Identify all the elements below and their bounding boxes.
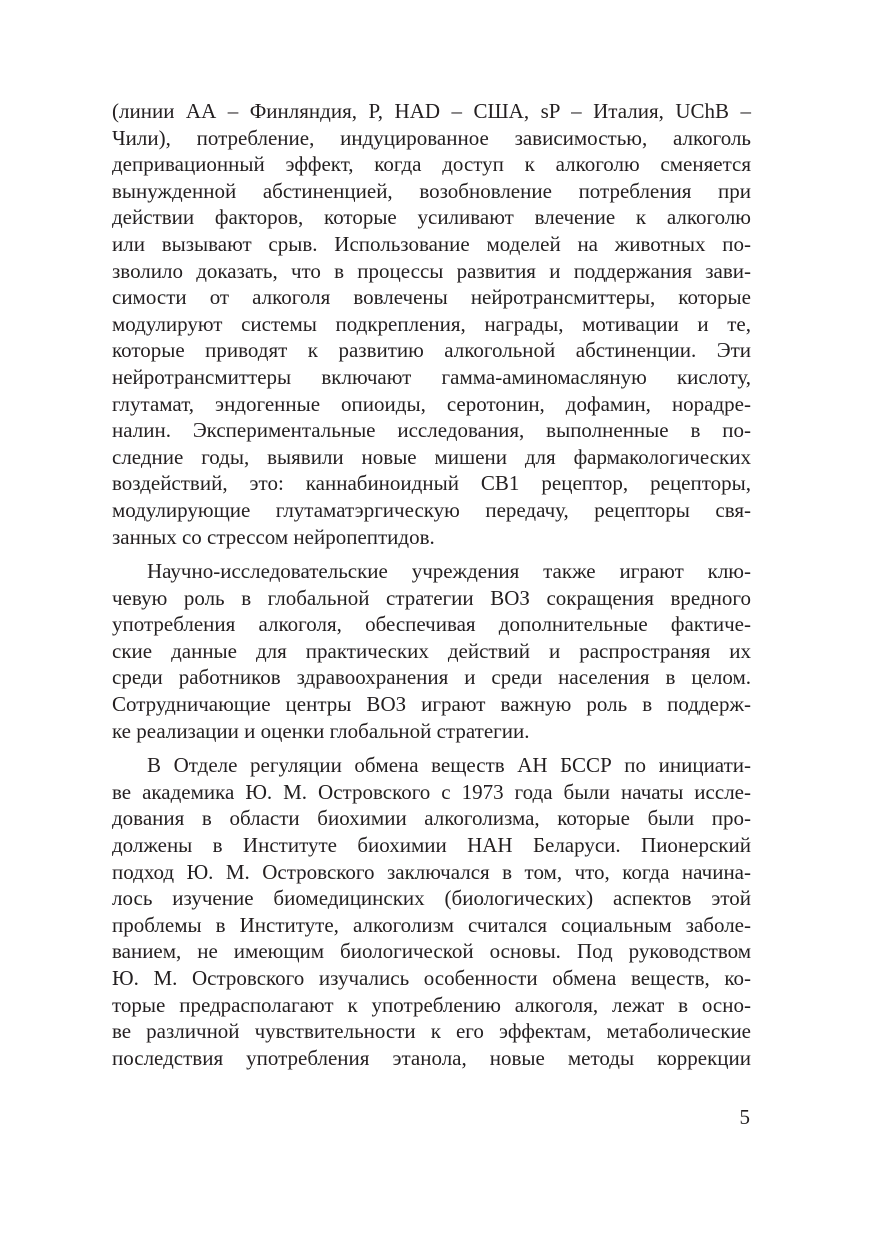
text-line: чевую роль в глобальной стратегии ВОЗ сокращения вредного <box>112 585 751 610</box>
text-line: проблемы в Институте, алкоголизм считался социальным заболе- <box>112 912 751 937</box>
body-text <box>112 98 751 1071</box>
text-line: следние годы, выявили новые мишени для фармакологических <box>112 444 751 469</box>
text-line: занных со стрессом нейропептидов. <box>112 524 435 549</box>
text-line: глутамат, эндогенные опиоиды, серотонин, дофамин, норадре- <box>112 391 751 416</box>
text-line: Сотрудничающие центры ВОЗ играют важную роль в поддерж- <box>112 692 751 717</box>
text-line: В Отделе регуляции обмена веществ АН БССР по инициати- <box>147 753 751 778</box>
text-line: нейротрансмиттеры включают гамма-аминомасляную кислоту, <box>112 364 751 389</box>
text-line: среди работников здравоохранения и среди населения в целом. <box>112 665 751 690</box>
text-line: которые приводят к развитию алкогольной абстиненции. Эти <box>112 338 751 363</box>
text-line: действии факторов, которые усиливают влечение к алкоголю <box>112 205 751 230</box>
text-line: модулирующие глутаматэргическую передачу, рецепторы свя- <box>112 497 751 522</box>
text-line: ские данные для практических действий и распространяя их <box>112 638 751 663</box>
paragraph <box>112 558 751 744</box>
text-line: вынужденной абстиненцией, возобновление потребления при <box>112 178 751 203</box>
text-line: ке реализации и оценки глобальной стратегии. <box>112 718 530 743</box>
text-line: торые предрасполагают к употреблению алкоголя, лежат в осно- <box>112 992 751 1017</box>
text-line: ве различной чувствительности к его эффектам, метаболические <box>112 1019 751 1044</box>
page-number: 5 <box>739 1105 750 1129</box>
text-line: модулируют системы подкрепления, награды, мотивации и те, <box>112 311 751 336</box>
paragraph <box>112 752 751 1071</box>
text-line: ванием, не имеющим биологической основы. Под руководством <box>112 939 751 964</box>
text-line: дования в области биохимии алкоголизма, которые были про- <box>112 806 751 831</box>
text-line: Ю. М. Островского изучались особенности обмена веществ, ко- <box>112 966 751 990</box>
text-line: ве академика Ю. М. Островского с 1973 года были начаты иссле- <box>112 779 751 804</box>
text-line: последствия употребления этанола, новые методы коррекции <box>112 1045 751 1070</box>
text-line: должены в Институте биохимии НАН Беларуси. Пионерский <box>112 833 751 858</box>
text-line: зволило доказать, что в процессы развития и поддержания зави- <box>112 258 751 283</box>
text-line: или вызывают срыв. Использование моделей на животных по- <box>112 231 751 256</box>
text-line: налин. Экспериментальные исследования, выполненные в по- <box>112 418 751 443</box>
text-line: Научно-исследовательские учреждения также играют клю- <box>147 559 751 584</box>
paragraph <box>112 98 751 550</box>
text-line: употребления алкоголя, обеспечивая дополнительные фактиче- <box>112 612 751 637</box>
text-line: депривационный эффект, когда доступ к алкоголю сменяется <box>112 152 751 177</box>
text-line: Чили), потребление, индуцированное зависимостью, алкоголь <box>112 125 751 150</box>
text-line: лось изучение биомедицинских (биологических) аспектов этой <box>112 886 751 911</box>
text-line: воздействий, это: каннабиноидный CB1 рецептор, рецепторы, <box>112 471 751 496</box>
text-line: подход Ю. М. Островского заключался в том, что, когда начина- <box>112 859 751 884</box>
text-line: симости от алкоголя вовлечены нейротрансмиттеры, которые <box>112 285 751 310</box>
text-line: (линии АА – Финляндия, P, HAD – США, sP – Италия, UChB – <box>112 99 751 123</box>
